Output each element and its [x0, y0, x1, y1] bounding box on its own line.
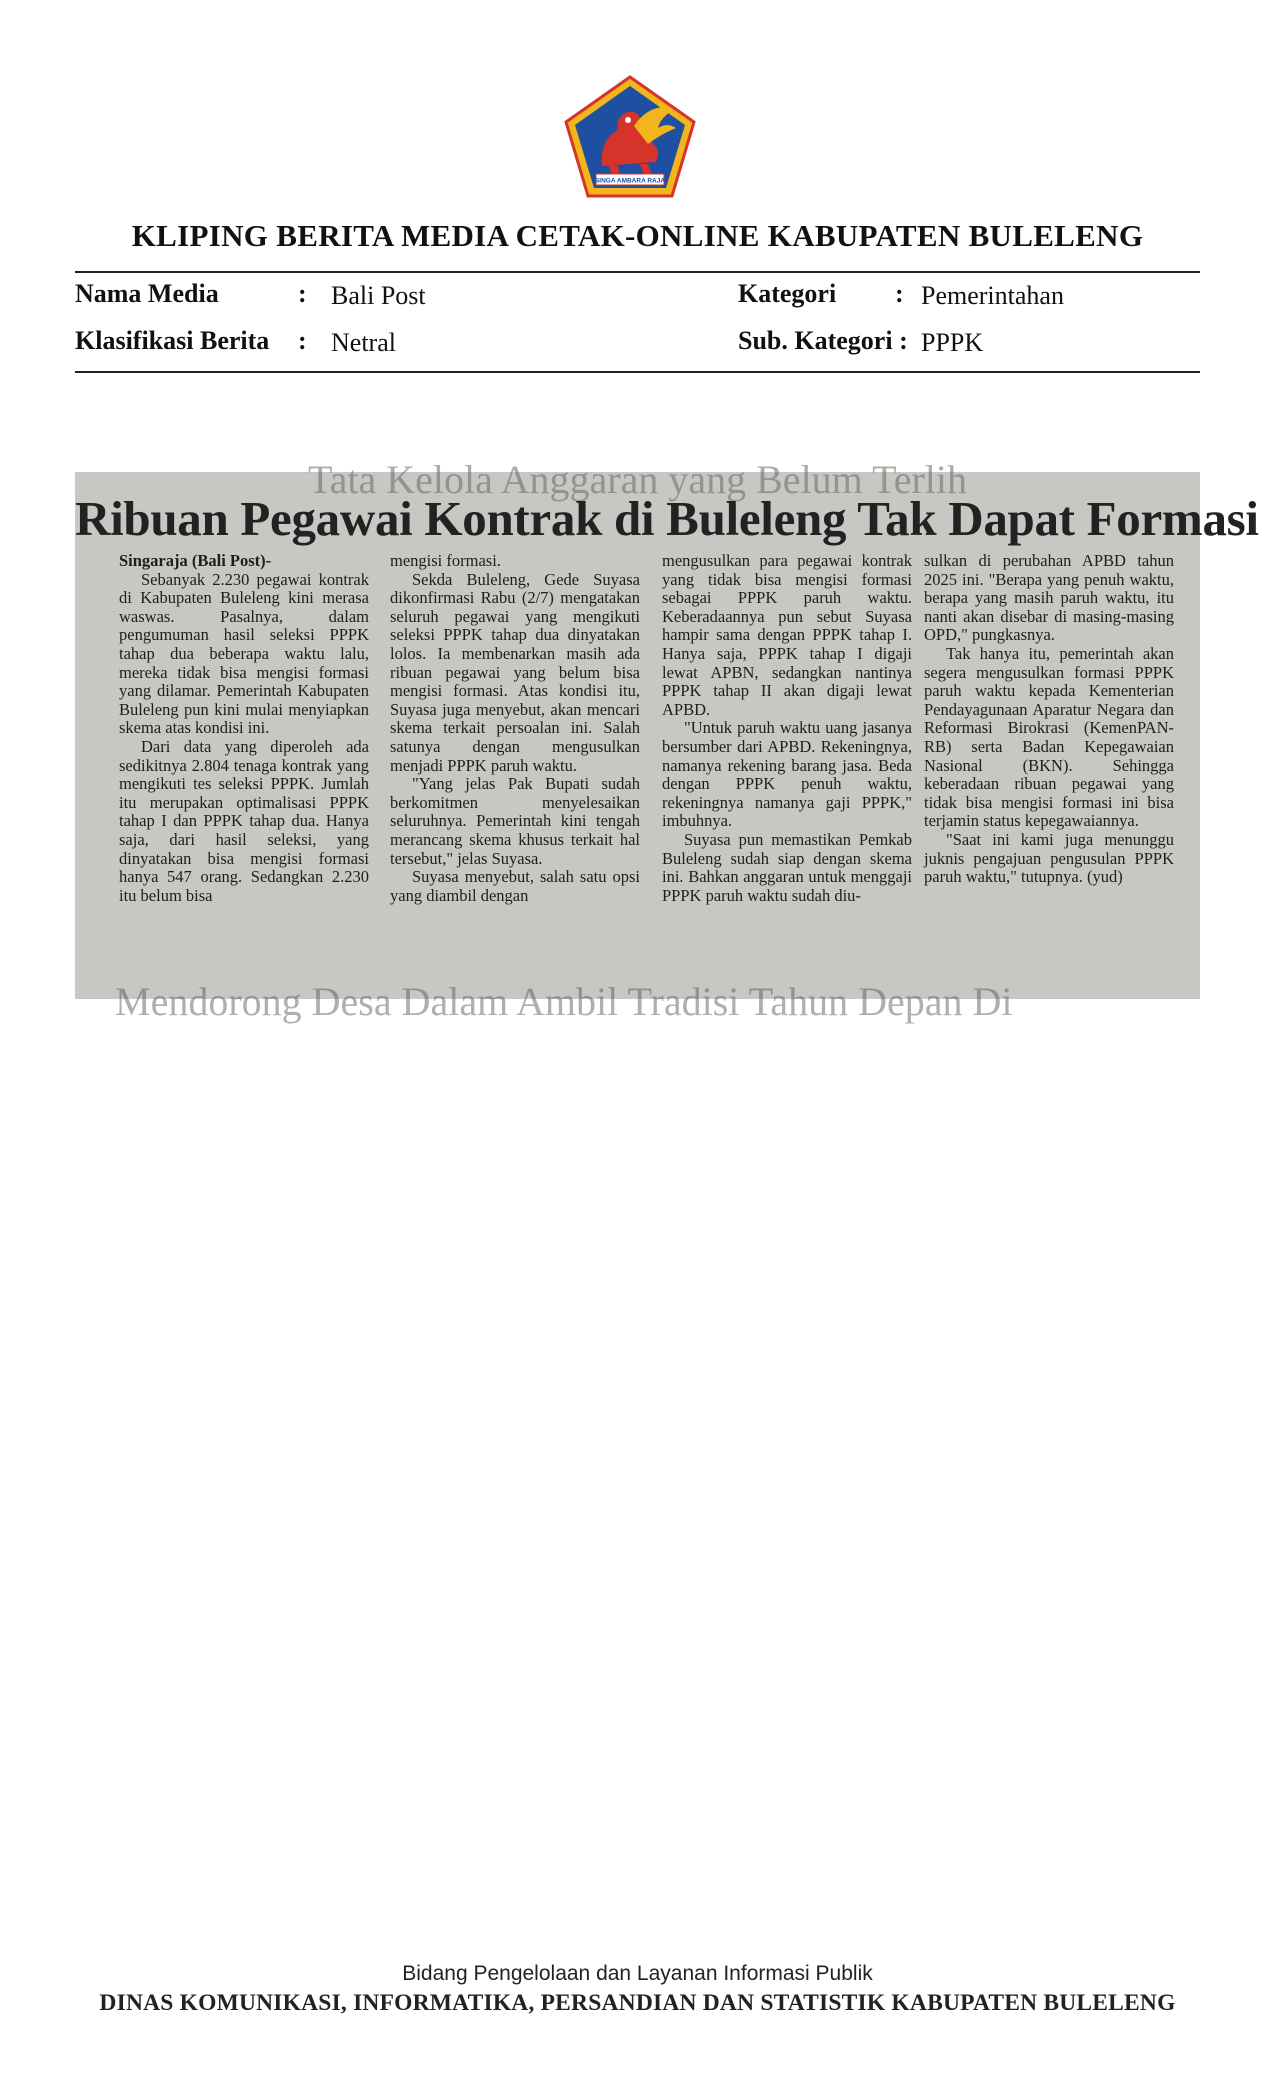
article-paragraph: Suyasa pun memastikan Pemkab Buleleng sudah siap dengan skema ini. Bahkan anggaran untuk menggaji PPPK paruh waktu sudah diu-	[662, 829, 912, 905]
news-clipping	[75, 457, 1259, 1024]
kabupaten-buleleng-logo	[562, 74, 698, 200]
klasifikasi-value: Netral	[331, 328, 396, 357]
subkategori-label: Sub. Kategori :	[738, 326, 908, 355]
article-column-4	[924, 552, 1174, 997]
media-colon: :	[298, 279, 307, 308]
article-paragraph: Suyasa menyebut, salah satu opsi yang diambil dengan	[390, 867, 640, 905]
header-divider-top	[75, 271, 1200, 273]
kategori-label: Kategori	[738, 279, 837, 308]
clipping-cutoff-bottom-text: Mendorong Desa Dalam Ambil Tradisi Tahun Depan Di	[115, 979, 1013, 1024]
page-title: KLIPING BERITA MEDIA CETAK-ONLINE KABUPATEN BULELENG	[131, 218, 1144, 253]
footer-division: Bidang Pengelolaan dan Layanan Informasi Publik	[402, 1962, 873, 1985]
article-column-1	[119, 552, 369, 997]
article-paragraph: "Yang jelas Pak Bupati sudah berkomitmen menyelesaikan seluruhnya. Pemerintah kini tengah merancang skema khusus terkait hal tersebut," jelas Suyasa.	[390, 774, 640, 868]
article-body	[119, 552, 1174, 997]
article-paragraph: mengusulkan para pegawai kontrak yang tidak bisa mengisi formasi sebagai PPPK paruh waktu. Keberadaannya pun sebut Suyasa hampir sama dengan PPPK tahap I. Hanya saja, PPPK tahap I digaji lewat APBN, sedangkan nantinya PPPK tahap II akan digaji lewat APBD.	[662, 551, 912, 719]
article-paragraph: Sebanyak 2.230 pegawai kontrak di Kabupaten Buleleng kini merasa waswas. Pasalnya, dalam pengumuman hasil seleksi PPPK tahap dua beberapa waktu lalu, mereka tidak bisa mengisi formasi yang dilamar. Pemerintah Kabupaten Buleleng pun kini mulai menyiapkan skema atas kondisi ini.	[119, 569, 369, 738]
svg-text:SINGA AMBARA RAJA: SINGA AMBARA RAJA	[594, 177, 666, 185]
klasifikasi-label: Klasifikasi Berita	[75, 326, 270, 355]
article-paragraph: "Saat ini kami juga menunggu juknis pengajuan pengusulan PPPK paruh waktu," tutupnya. (yud)	[924, 829, 1174, 887]
article-column-2	[390, 552, 640, 997]
media-value: Bali Post	[331, 281, 426, 310]
article-paragraph: Sekda Buleleng, Gede Suyasa dikonfirmasi Rabu (2/7) mengatakan seluruh pegawai yang mengikuti seleksi PPPK tahap dua dinyatakan lolos. Ia membenarkan masih ada ribuan pegawai yang belum bisa mengisi formasi. Atas kondisi itu, Suyasa juga menyebut, akan mencari skema terkait persoalan ini. Salah satunya dengan mengusulkan menjadi PPPK paruh waktu.	[390, 569, 640, 775]
clipping-cutoff-top-text: Tata Kelola Anggaran yang Belum Terlih	[307, 457, 968, 502]
article-paragraph: Tak hanya itu, pemerintah akan segera mengusulkan formasi PPPK paruh waktu kepada Kementerian Pendayagunaan Aparatur Negara dan Reformasi Birokrasi (KemenPAN-RB) serta Badan Kepegawaian Nasional (BKN). Sehingga keberadaan ribuan pegawai yang tidak bisa mengisi formasi ini bisa terjamin status kepegawaiannya.	[924, 643, 1174, 831]
article-paragraph: sulkan di perubahan APBD tahun 2025 ini. "Berapa yang penuh waktu, berapa yang masih paruh waktu, itu nanti akan disebar di masing-masing OPD," pungkasnya.	[924, 551, 1174, 645]
kategori-colon: :	[895, 279, 904, 308]
singa-ambara-raja-emblem-icon	[562, 74, 698, 200]
article-paragraph: "Untuk paruh waktu uang jasanya bersumber dari APBD. Rekeningnya, namanya rekening barang jasa. Beda dengan PPPK penuh waktu, rekeningnya namanya gaji PPPK," imbuhnya.	[662, 718, 912, 831]
article-paragraph: Dari data yang diperoleh ada sedikitnya 2.804 tenaga kontrak yang mengikuti tes seleksi PPPK. Jumlah itu merupakan optimalisasi PPPK tahap I dan PPPK tahap dua. Hanya saja, dari hasil seleksi, yang dinyatakan bisa mengisi formasi hanya 547 orang. Sedangkan 2.230 itu belum bisa	[119, 736, 369, 905]
article-column-3	[662, 552, 912, 997]
subkategori-value: PPPK	[921, 328, 984, 357]
header-divider-bottom	[75, 371, 1200, 373]
article-headline: Ribuan Pegawai Kontrak di Buleleng Tak Dapat Formasi	[75, 491, 1259, 546]
kategori-value: Pemerintahan	[921, 281, 1064, 310]
klasifikasi-colon: :	[298, 326, 307, 355]
media-label: Nama Media	[75, 279, 219, 308]
article-dateline: Singaraja (Bali Post)-	[119, 551, 272, 570]
footer-agency: DINAS KOMUNIKASI, INFORMATIKA, PERSANDIAN DAN STATISTIK KABUPATEN BULELENG	[99, 1990, 1176, 2016]
article-paragraph: mengisi formasi.	[390, 551, 501, 570]
